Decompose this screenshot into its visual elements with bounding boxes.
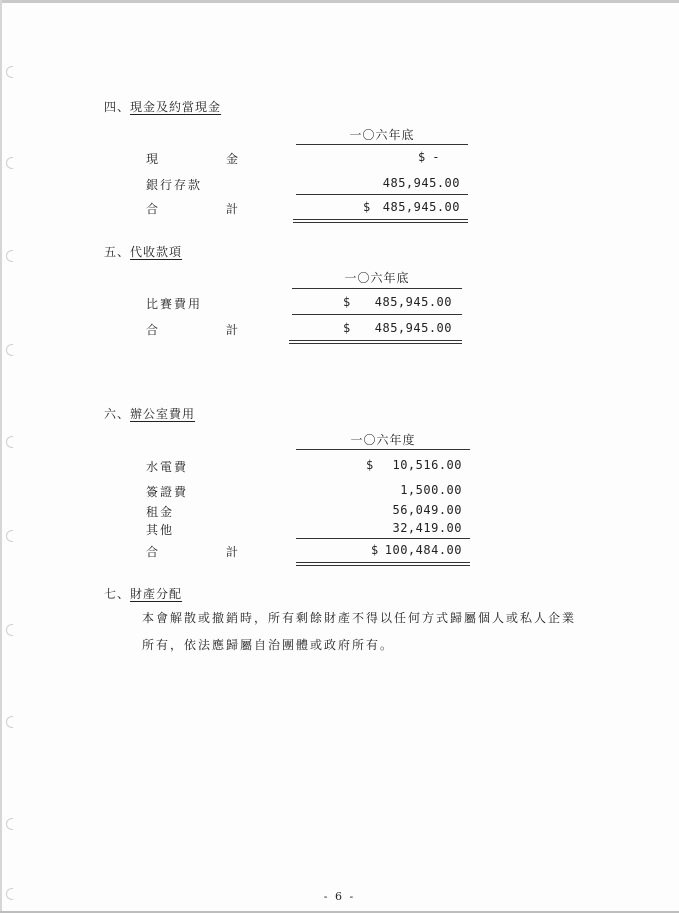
section-4-row-label: 現 金 <box>146 152 267 166</box>
section-4-heading <box>104 98 221 115</box>
section-4-total-double-rule <box>293 219 468 223</box>
section-7-number: 七、 <box>104 587 131 601</box>
binder-hole-mark <box>6 66 13 78</box>
section-4-header-rule <box>296 144 468 145</box>
section-6-number: 六、 <box>104 407 131 421</box>
section-6-column-header: 一〇六年度 <box>350 433 416 447</box>
section-4-row-amount: 485,945.00 <box>382 176 460 190</box>
section-6-row-label: 租金 <box>146 505 175 519</box>
section-6-row-amount: 32,419.00 <box>392 521 462 535</box>
section-5-heading <box>104 243 182 260</box>
section-4-number: 四、 <box>104 100 131 114</box>
section-6-header-rule <box>296 449 470 450</box>
section-4-total-label: 合 計 <box>146 202 267 216</box>
section-6-title: 辦公室費用 <box>130 407 196 421</box>
section-6-row-amount: 1,500.00 <box>400 483 462 497</box>
section-5-number: 五、 <box>104 245 131 259</box>
section-5-row-currency: $ <box>343 295 351 309</box>
section-6-row-label: 水電費 <box>146 460 189 474</box>
section-5-row-amount: 485,945.00 <box>374 295 452 309</box>
section-6-total-currency: $ <box>371 543 379 557</box>
section-6-row-amount: 56,049.00 <box>392 503 462 517</box>
scan-edge-top <box>0 0 679 3</box>
section-5-total-label: 合 計 <box>146 323 267 337</box>
section-7-heading <box>104 585 182 602</box>
section-6-total-label: 合 計 <box>146 545 267 559</box>
section-5-total-currency: $ <box>343 321 351 335</box>
section-4-total-amount: 485,945.00 <box>382 200 460 214</box>
section-6-total-double-rule <box>296 562 470 566</box>
binder-hole-mark <box>6 250 13 262</box>
section-4-total-currency: $ <box>363 200 371 214</box>
section-7-title: 財產分配 <box>130 587 183 601</box>
section-6-row-label: 簽證費 <box>146 485 189 499</box>
section-4-row-currency: $ <box>418 150 426 164</box>
section-4-title: 現金及約當現金 <box>130 100 222 114</box>
section-4-subtotal-rule <box>296 194 468 195</box>
section-5-header-rule <box>292 288 462 289</box>
scan-edge-left <box>0 0 2 913</box>
binder-hole-mark <box>6 530 13 542</box>
binder-hole-mark <box>6 157 13 169</box>
section-6-row-label: 其他 <box>146 523 175 537</box>
section-5-row-label: 比賽費用 <box>146 297 203 311</box>
section-7-paragraph-line: 所有，依法應歸屬自治團體或政府所有。 <box>142 638 395 652</box>
section-6-total-amount: 100,484.00 <box>384 543 462 557</box>
binder-hole-mark <box>6 344 13 356</box>
binder-hole-mark <box>6 624 13 636</box>
section-5-title: 代收款項 <box>130 245 183 259</box>
binder-hole-mark <box>6 716 13 728</box>
section-4-column-header: 一〇六年底 <box>349 128 415 142</box>
binder-hole-mark <box>6 818 13 830</box>
section-6-row-currency: $ <box>366 458 374 472</box>
section-5-total-double-rule <box>289 340 462 344</box>
section-5-subtotal-rule <box>292 314 462 315</box>
page-number: - 6 - <box>323 890 356 903</box>
section-6-heading <box>104 405 195 422</box>
section-6-subtotal-rule <box>296 538 470 539</box>
section-5-total-amount: 485,945.00 <box>374 321 452 335</box>
section-5-column-header: 一〇六年底 <box>344 271 410 285</box>
section-6-row-amount: 10,516.00 <box>392 458 462 472</box>
binder-hole-mark <box>6 436 13 448</box>
section-4-row-amount: - <box>432 150 440 164</box>
section-4-row-label: 銀行存款 <box>146 178 203 192</box>
section-7-paragraph-line: 本會解散或撤銷時，所有剩餘財產不得以任何方式歸屬個人或私人企業 <box>142 611 577 625</box>
